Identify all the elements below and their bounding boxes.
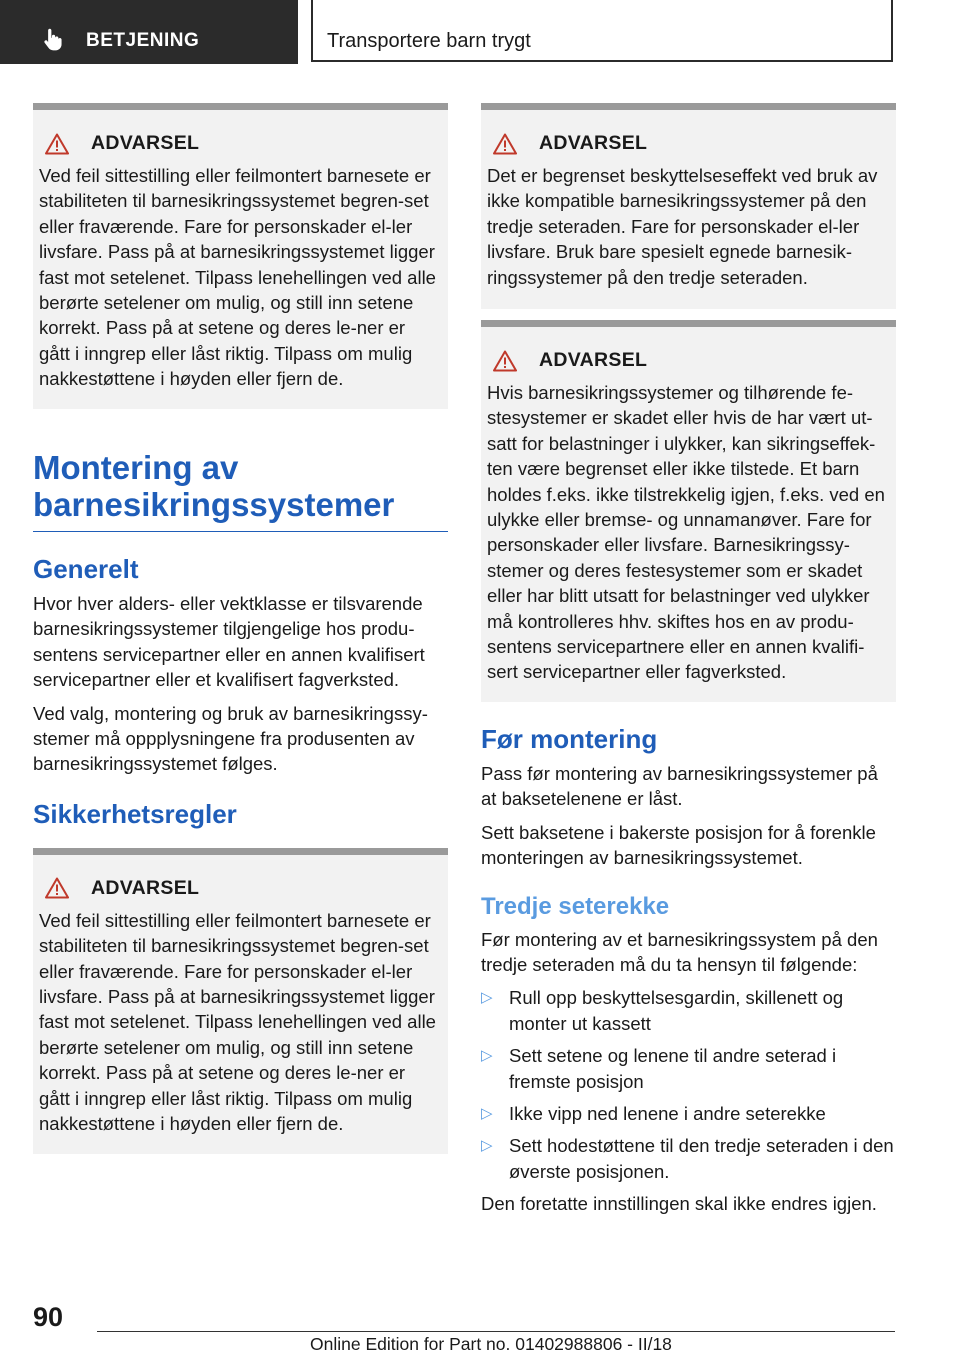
warning-text: Ved feil sittestilling eller feilmontert barnesete er stabiliteten til barnesikringssystemet begren-set eller fraværende. Fare for personskader el-ler livsfare. Pass på at barnesikringssystemet ligger fast mot setelenet. Tilpass lenehellingen ved alle berørte setelener om mulig, og still inn setene korrekt. Pass på at setene og deres le-ner er gått i inngrep eller låst riktig. Tilpass om mulig nakkestøttene i høyden eller fjern de.: [39, 909, 436, 1135]
warning-label: ADVARSEL: [91, 876, 200, 899]
paragraph: Den foretatte innstillingen skal ikke endres igjen.: [481, 1193, 877, 1215]
hand-pointer-icon: [40, 26, 66, 52]
list-item: ▷ Rull opp beskyttelsesgardin, skillenett og monter ut kassett: [481, 987, 844, 1034]
warning-triangle-icon: [45, 877, 69, 899]
paragraph: Hvor hver alders- eller vektklasse er tilsvarende barnesikringssystemer tilgjengelige hos produ-sentens servicepartner eller en annen kvalifisert servicepartner eller et kvalifisert fagverksted.: [33, 593, 425, 691]
subheading-for-montering: Før montering: [481, 724, 658, 754]
warning-label: ADVARSEL: [91, 132, 200, 154]
warning-box: [33, 848, 448, 1154]
paragraph: Ved valg, montering og bruk av barnesikringssy-stemer må oppplysningene fra produsenten av barnesikringssystemet følges.: [33, 702, 428, 775]
triangle-bullet-icon: ▷: [481, 1047, 493, 1065]
warning-triangle-icon: [493, 350, 517, 372]
warning-label: ADVARSEL: [539, 349, 648, 371]
bullet-list: [481, 985, 896, 1184]
chapter-title: Transportere barn trygt: [327, 30, 531, 52]
subheading-tredje-seterekke: Tredje seterekke: [481, 892, 670, 920]
footer-text: Online Edition for Part no. 01402988806 - II/18: [310, 1334, 672, 1354]
warning-triangle-icon: [493, 133, 517, 155]
list-item: ▷ Ikke vipp ned lenene i andre seterekke: [481, 1101, 896, 1126]
triangle-bullet-icon: ▷: [481, 989, 493, 1007]
warning-text: Det er begrenset beskyttelseseffekt ved bruk av ikke kompatible barnesikringssystemer på den tredje seteraden. Fare for personskader el-ler livsfare. Bruk bare spesielt egnede barnesik-ringssystemer på den tredje seteraden.: [487, 165, 878, 288]
subheading-sikkerhetsregler: Sikkerhetsregler: [33, 798, 237, 829]
section-tab: [0, 0, 298, 64]
warning-box: [481, 320, 896, 702]
paragraph: Sett baksetene i bakerste posisjon for å forenkle monteringen av barnesikringssystemet.: [481, 821, 876, 869]
warning-triangle-icon: [45, 133, 69, 155]
list-item: ▷ Sett setene og lenene til andre seterad i fremste posisjon: [481, 1045, 837, 1092]
footer-divider: [97, 1331, 895, 1332]
warning-text: Ved feil sittestilling eller feilmontert barnesete er stabiliteten til barnesikringssystemet begren-set eller fraværende. Fare for personskader el-ler livsfare. Pass på at barnesikringssystemet ligger fast mot setelenet. Tilpass lenehellingen ved alle berørte setelener om mulig, og still inn setene korrekt. Pass på at setene og deres le-ner er gått i inngrep eller låst riktig. Tilpass om mulig nakkestøttene i høyden eller fjern de.: [39, 165, 436, 390]
list-item: ▷ Sett hodestøttene til den tredje seteraden i den øverste posisjonen.: [481, 1135, 894, 1182]
right-column: [481, 103, 896, 1225]
triangle-bullet-icon: ▷: [481, 1105, 493, 1123]
paragraph: Før montering av et barnesikringssystem på den tredje seteraden må du ta hensyn til følgende:: [481, 928, 878, 976]
chapter-header: [311, 0, 893, 62]
triangle-bullet-icon: ▷: [481, 1137, 493, 1155]
warning-label: ADVARSEL: [539, 132, 648, 154]
section-heading: Montering av barnesikringssystemer: [33, 449, 448, 532]
subheading-generelt: Generelt: [33, 554, 139, 584]
warning-text: Hvis barnesikringssystemer og tilhørende fe-stesystemer er skadet eller hvis de har vært ut-satt for belastninger i ulykker, kan sikringseffek-ten være begrenset eller ikke tilstede. Et barn holdes f.eks. ikke tilstrekkelig igjen, f.eks. ved en ulykke eller bremse- og unnamanøver. Fare for personskader eller livsfare. Barnesikringssy-stemer og deres festesystemer som er skadet eller har blitt utsatt for belastninger ved ulykker må kontrolleres hhv. skiftes hos en av produ-sentens servicepartnere eller en annen kvalifi-sert servicepartner eller fagverksted.: [487, 382, 885, 683]
warning-box: [481, 103, 896, 309]
page-number: 90: [33, 1302, 64, 1332]
paragraph: Pass før montering av barnesikringssystemer på at baksetelenene er låst.: [481, 763, 878, 810]
section-label: BETJENING: [86, 30, 200, 51]
warning-box: [33, 103, 448, 409]
left-column: [33, 103, 448, 1154]
